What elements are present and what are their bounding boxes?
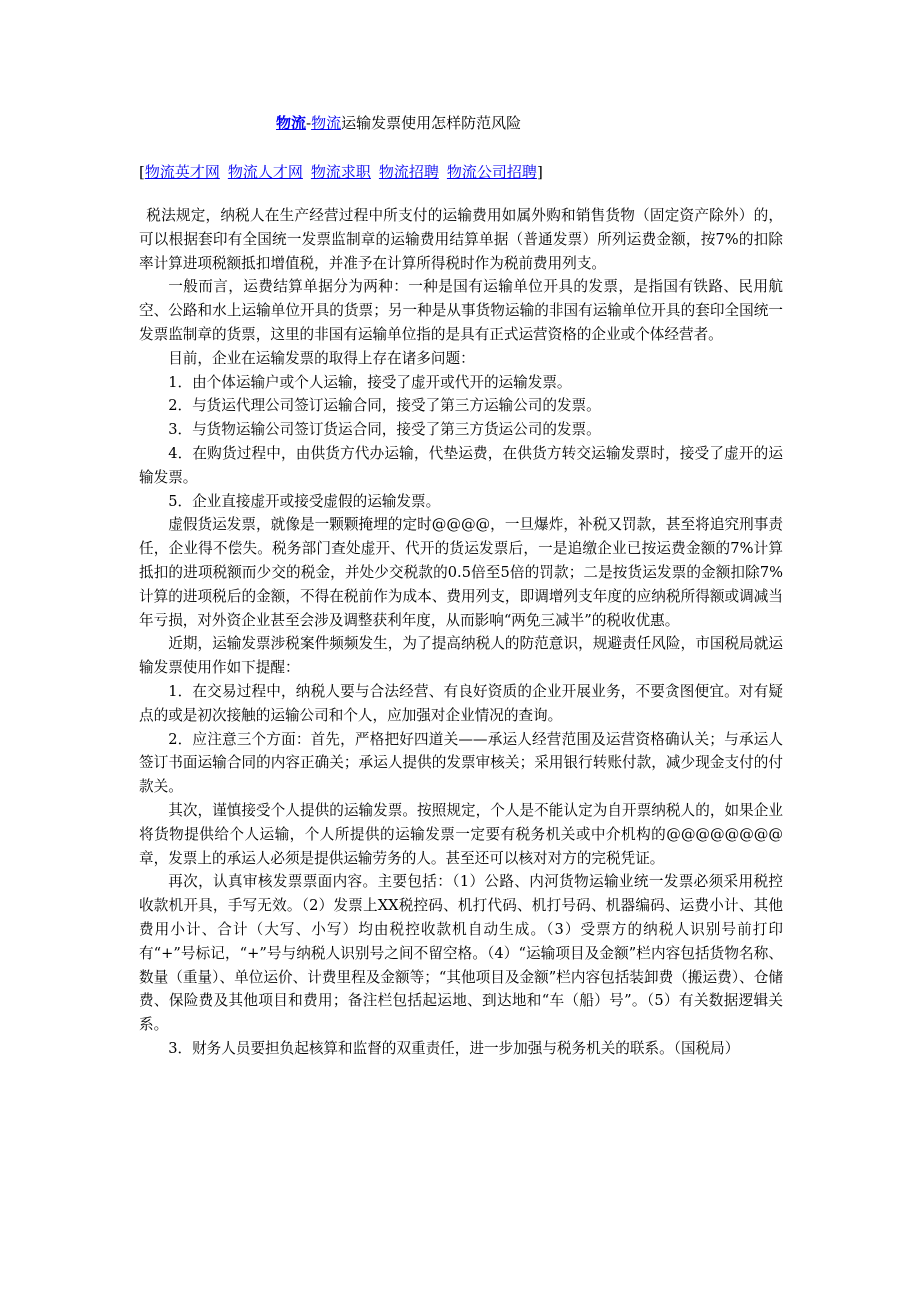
related-links: [139, 160, 543, 184]
list-item: 1．由个体运输户或个人运输，接受了虚开或代开的运输发票。: [168, 373, 572, 391]
title-text: 运输发票使用怎样防范风险: [341, 114, 522, 132]
list-item: 2．与货运代理公司签订运输合同，接受了第三方运输公司的发票。: [168, 397, 601, 415]
paragraph: 再次，认真审核发票票面内容。主要包括：（1）公路、内河货物运输业统一发票必须采用税控收款机开具，手写无效。（2）发票上XX税控码、机打代码、机打号码、机器编码、运费小计、其他费用小计、合计（大写、小写）均由税控收款机自动生成。（3）受票方的纳税人识别号前打印有“+”号标记，“+”号与纳税人识别号之间不留空格。（4）“运输项目及金额”栏内容包括货物名称、数量（重量）、单位运价、计费里程及金额等；“其他项目及金额”栏内容包括装卸费（搬运费）、仓储费、保险费及其他项目和费用；备注栏包括起运地、到达地和“车（船）号”。（5）有关数据逻辑关系。: [139, 873, 783, 1034]
list-item: 3．财务人员要担负起核算和监督的双重责任，进一步加强与税务机关的联系。（国税局）: [168, 1039, 740, 1057]
link-wuliu-gongsi-zhaopin[interactable]: 物流公司招聘: [446, 163, 537, 181]
paragraph: 一般而言，运费结算单据分为两种：一种是国有运输单位开具的发票，是指国有铁路、民用航空、公路和水上运输单位开具的货票；另一种是从事货物运输的非国有运输单位开具的套印全国统一发票监制章的货票，这里的非国有运输单位指的是具有正式运营资格的企业或个体经营者。: [139, 278, 783, 343]
title-link-logistics-1[interactable]: 物流: [276, 114, 307, 132]
title-link-logistics-2[interactable]: 物流: [311, 114, 342, 132]
list-item: 5．企业直接虚开或接受虚假的运输发票。: [168, 492, 441, 510]
link-wuliu-zhaopin[interactable]: 物流招聘: [378, 163, 439, 181]
links-open-bracket: [: [139, 163, 145, 181]
article-body: [139, 204, 783, 1061]
paragraph: 目前，企业在运输发票的取得上存在诸多问题：: [168, 349, 475, 367]
paragraph: 税法规定，纳税人在生产经营过程中所支付的运输费用如属外购和销售货物（固定资产除外）的，可以根据套印有全国统一发票监制章的运输费用结算单据（普通发票）所列运费金额，按7%的扣除率计算进项税额抵扣增值税，并准予在计算所得税时作为税前费用列支。: [139, 207, 783, 272]
list-item: 2．应注意三个方面：首先，严格把好四道关——承运人经营范围及运营资格确认关；与承运人签订书面运输合同的内容正确关；承运人提供的发票审核关；采用银行转账付款，减少现金支付的付款关。: [139, 730, 783, 796]
paragraph: 虚假货运发票，就像是一颗颗掩埋的定时@@@@，一旦爆炸，补税又罚款，甚至将追究刑事责任，企业得不偿失。税务部门查处虚开、代开的货运发票后，一是追缴企业已按运费金额的7%计算抵扣的进项税额而少交的税金，并处少交税款的0.5倍至5倍的罚款；二是按货运发票的金额扣除7%计算的进项税后的金额，不得在税前作为成本、费用列支，即调增列支年度的应纳税所得额或调减当年亏损，对外资企业甚至会涉及调整获利年度，从而影响“两免三减半”的税收优惠。: [139, 516, 783, 629]
paragraph: 其次，谨慎接受个人提供的运输发票。按照规定，个人是不能认定为自开票纳税人的，如果企业将货物提供给个人运输，个人所提供的运输发票一定要有税务机关或中介机构的@@@@@@@@章，发票上的承运人必须是提供运输劳务的人。甚至还可以核对对方的完税凭证。: [139, 801, 783, 867]
links-close-bracket: ]: [536, 163, 543, 181]
list-item: 3．与货物运输公司签订货运合同，接受了第三方货运公司的发票。: [168, 421, 601, 439]
paragraph: 近期，运输发票涉税案件频频发生，为了提高纳税人的防范意识，规避责任风险，市国税局就运输发票使用作如下提醒：: [139, 635, 783, 677]
link-wuliu-rencai[interactable]: 物流人才网: [227, 163, 303, 181]
page-title: [276, 112, 521, 134]
link-wuliu-yingcai[interactable]: 物流英才网: [144, 163, 220, 181]
title-separator: -: [306, 114, 312, 132]
list-item: 1．在交易过程中，纳税人要与合法经营、有良好资质的企业开展业务，不要贪图便宜。对有疑点的或是初次接触的运输公司和个人，应加强对企业情况的查询。: [139, 682, 783, 724]
link-wuliu-qiuzhi[interactable]: 物流求职: [310, 163, 371, 181]
list-item: 4．在购货过程中，由供货方代办运输，代垫运费，在供货方转交运输发票时，接受了虚开的运输发票。: [139, 444, 783, 486]
